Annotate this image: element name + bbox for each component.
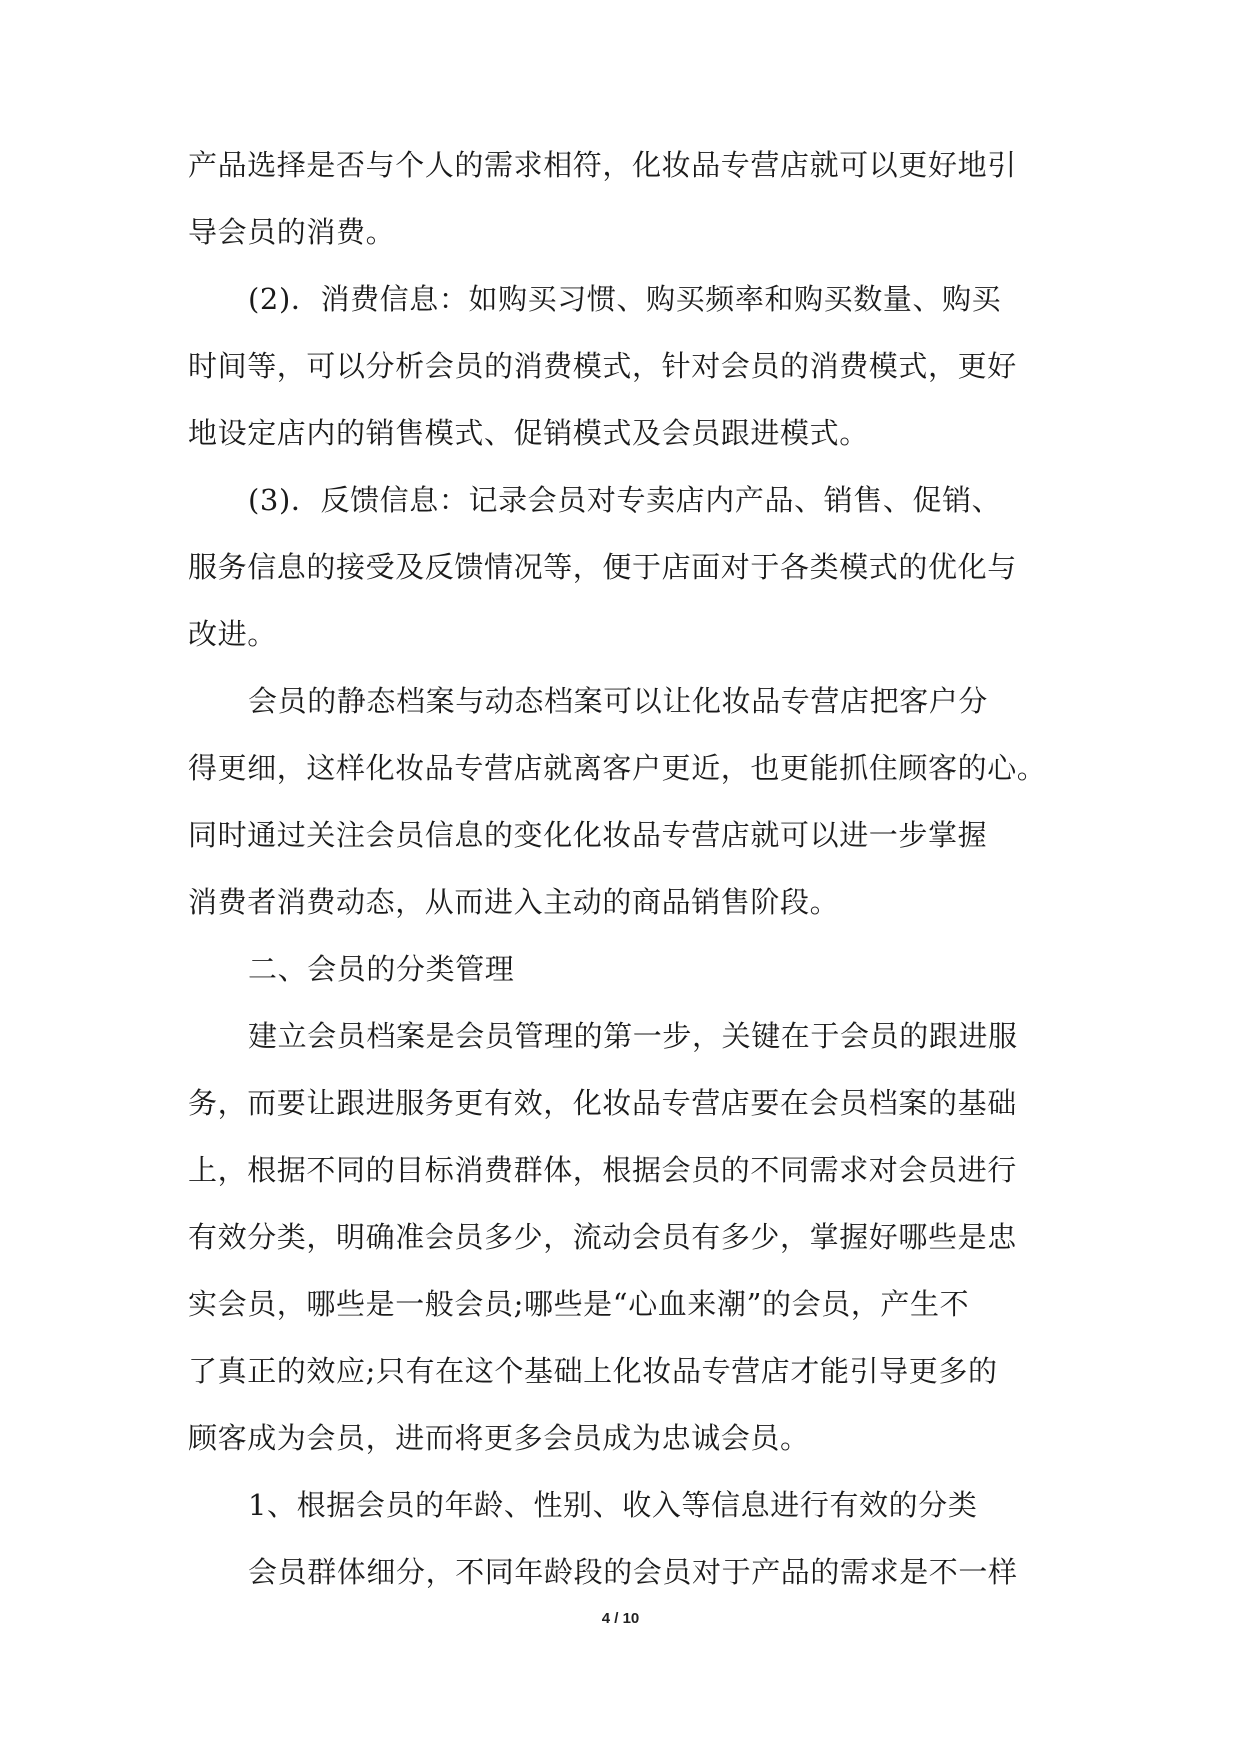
text-line: 会员群体细分，不同年龄段的会员对于产品的需求是不一样 bbox=[248, 1555, 1018, 1589]
text-line: 顾客成为会员，进而将更多会员成为忠诚会员。 bbox=[188, 1421, 810, 1455]
text-line: 地设定店内的销售模式、促销模式及会员跟进模式。 bbox=[188, 416, 869, 450]
text-line: 同时通过关注会员信息的变化化妆品专营店就可以进一步掌握 bbox=[188, 818, 988, 852]
text-line: 得更细，这样化妆品专营店就离客户更近，也更能抓住顾客的心。 bbox=[188, 751, 1047, 785]
page-number: 4 / 10 bbox=[601, 1610, 640, 1627]
text-line: 时间等，可以分析会员的消费模式，针对会员的消费模式，更好 bbox=[188, 349, 1017, 383]
text-line: (2)．消费信息：如购买习惯、购买频率和购买数量、购买 bbox=[248, 282, 1002, 316]
text-line: 有效分类，明确准会员多少，流动会员有多少，掌握好哪些是忠 bbox=[188, 1220, 1017, 1254]
text-line: (3)．反馈信息：记录会员对专卖店内产品、销售、促销、 bbox=[248, 483, 1002, 517]
subsection-heading: 1、根据会员的年龄、性别、收入等信息进行有效的分类 bbox=[248, 1488, 978, 1522]
text-line: 导会员的消费。 bbox=[188, 215, 396, 249]
text-line: 服务信息的接受及反馈情况等，便于店面对于各类模式的优化与 bbox=[188, 550, 1017, 584]
text-line: 消费者消费动态，从而进入主动的商品销售阶段。 bbox=[188, 885, 840, 919]
text-line: 实会员，哪些是一般会员;哪些是“心血来潮”的会员，产生不 bbox=[188, 1287, 970, 1321]
text-line: 上，根据不同的目标消费群体，根据会员的不同需求对会员进行 bbox=[188, 1153, 1017, 1187]
text-line: 产品选择是否与个人的需求相符，化妆品专营店就可以更好地引 bbox=[188, 148, 1017, 182]
text-line: 建立会员档案是会员管理的第一步，关键在于会员的跟进服 bbox=[248, 1019, 1018, 1053]
text-line: 了真正的效应;只有在这个基础上化妆品专营店才能引导更多的 bbox=[188, 1354, 998, 1388]
text-line: 会员的静态档案与动态档案可以让化妆品专营店把客户分 bbox=[248, 684, 989, 718]
section-heading: 二、会员的分类管理 bbox=[248, 952, 515, 986]
text-line: 改进。 bbox=[188, 617, 277, 651]
text-line: 务，而要让跟进服务更有效，化妆品专营店要在会员档案的基础 bbox=[188, 1086, 1017, 1120]
body-text bbox=[188, 132, 1058, 1606]
